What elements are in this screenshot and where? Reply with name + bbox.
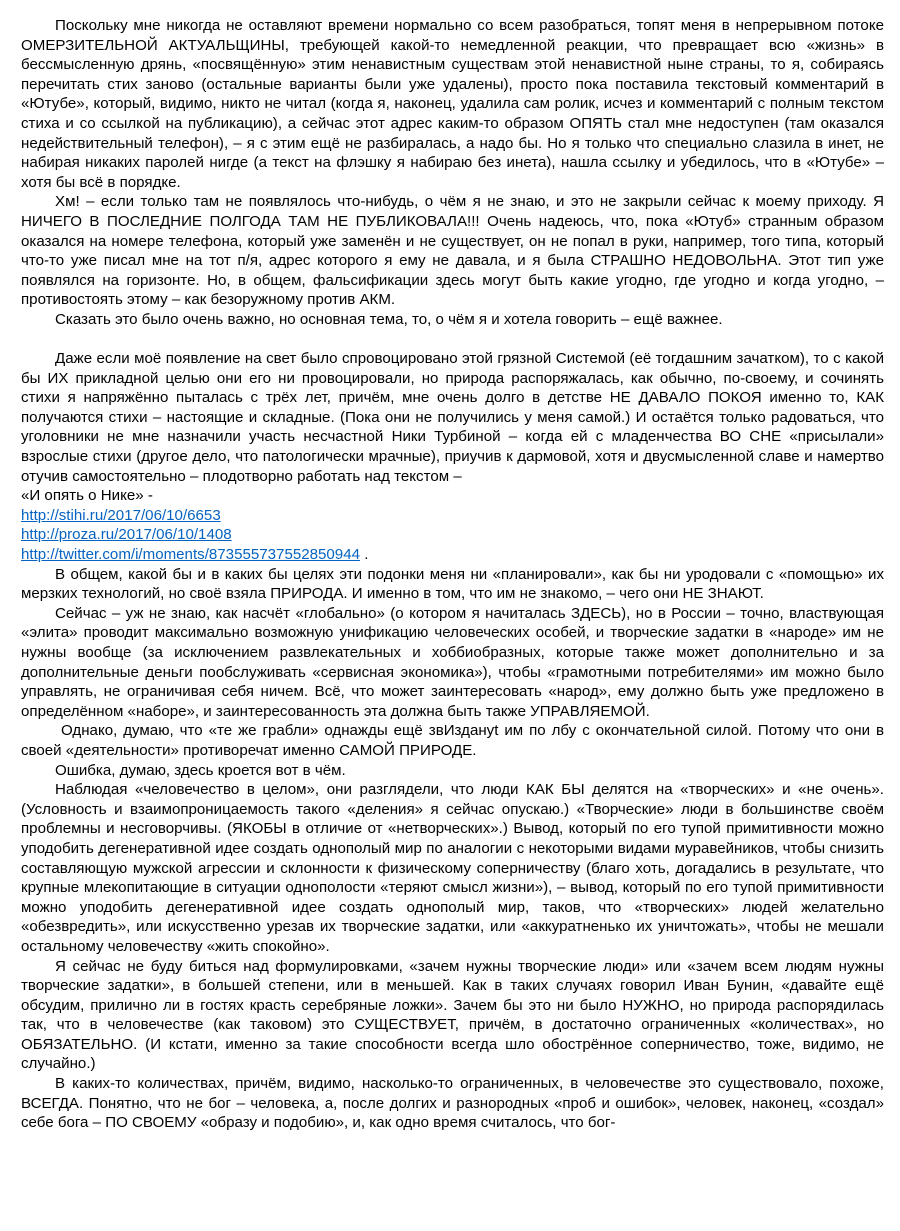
paragraph: Хм! – если только там не появлялось что-нибудь, о чём я не знаю, и это не закрыли сейчас к моему приходу. Я НИЧЕГО В ПОСЛЕДНИЕ ПОЛГОДА ТАМ НЕ ПУБЛИКОВАЛА!!! Очень надеюсь, что, пока «Ютуб» странным образом оказался на номере телефона, который уже заменён и не существует, он не попал в руки, например, того типа, который что-то уже писал мне на тот п/я, адрес которого я ему не давала, и я была СТРАШНО НЕДОВОЛЬНА. Этот тип уже появлялся на горизонте. Но, в общем, фальсификации здесь могут быть какие угодно, где угодно и когда угодно, – противостоять этому – как безоружному против АКМ.	[21, 193, 884, 309]
paragraph: Я сейчас не буду биться над формулировками, «зачем нужны творческие люди» или «зачем всем людям нужны творческие задатки», в большей степени, или в меньшей. Как в таких случаях говорил Иван Бунин, «давайте ещё обсудим, прилично ли в гостях красть серебряные ложки». Зачем бы это ни было НУЖНО, но природа распорядилась так, что в человечестве (как таковом) это СУЩЕСТВУЕТ, причём, в достаточно ограниченных «количествах», но ОБЯЗАТЕЛЬНО. (И кстати, именно за такие способности всегда шло обострённое соперничество, тоже, видимо, не случайно.)	[21, 957, 884, 1073]
paragraph: Сказать это было очень важно, но основная тема, то, о чём я и хотела говорить – ещё важнее.	[55, 310, 723, 328]
paragraph: Ошибка, думаю, здесь кроется вот в чём.	[55, 761, 346, 779]
twitter-link[interactable]: http://twitter.com/i/moments/873555737552850944	[21, 546, 360, 564]
paragraph: Сейчас – уж не знаю, как насчёт «глобально» (о котором я начиталась ЗДЕСЬ), но в России – точно, властвующая «элита» проводит максимально возможную унификацию человеческих особей, и творческие задатки в «народе» им не нужны вообще (за исключением развлекательных и хоббиобразных, которые также может дополнительно и за дополнительные деньги пообслуживать «сервисная экономика»), чтобы «грамотными потребителями» им можно было управлять, не ограничивая себя ничем. Всё, что может заинтересовать «народ», ему должно быть уже предложено в определённом «наборе», и заинтересованность эта должна быть также УПРАВЛЯЕМОЙ.	[21, 604, 884, 720]
paragraph: Поскольку мне никогда не оставляют времени нормально со всем разобраться, топят меня в непрерывном потоке ОМЕРЗИТЕЛЬНОЙ АКТУАЛЬЩИНЫ, требующей какой-то немедленной реакции, что превращает всю «жизнь» в бессмысленную дрянь, «посвящённую» этим ненавистным существам этой ненавистной ныне страны, то я, собираясь перечитать стих заново (остальные варианты были уже удалены), просто пока поставила текстовый комментарий в «Ютубе», который, видимо, никто не читал (когда я, наконец, удалила сам ролик, исчез и комментарий с полным текстом стиха и со ссылкой на публикацию), а сейчас этот адрес каким-то образом ОПЯТЬ стал мне недоступен (там оказался недействительный телефон), – я с этим ещё не разбиралась, а надо бы. Но я только что специально слазила в инет, не набирая никаких паролей нигде (а текст на флэшку я набираю без инета), нашла ссылку и убедилось, что в «Ютубе» – хотя бы всё в порядке.	[21, 17, 884, 191]
blank-line	[21, 330, 884, 350]
quote-title: «И опять о Нике» -	[21, 487, 153, 505]
paragraph: Даже если моё появление на свет было спровоцировано этой грязной Системой (её тогдашним зачатком), то с какой бы ИХ прикладной целью они его ни провоцировали, но природа распоряжалась, как обычно, по-своему, и сочинять стихи я напряжённо пыталась с трёх лет, причём, мне очень долго в детстве НЕ ДАВАЛО ПОКОЯ именно то, КАК получаются стихи – настоящие и складные. (Пока они не получились у меня самой.) И остаётся только радоваться, что уголовники не мне назначили участь несчастной Ники Турбиной – когда ей с младенчества ВО СНЕ «присылали» взрослые стихи (другое дело, что патологически мрачные), приучив к дармовой, хотя и двусмысленной славе и намертво отучив самостоятельно – плодотворно работать над текстом –	[21, 350, 884, 485]
paragraph: Наблюдая «человечество в целом», они разглядели, что люди КАК БЫ делятся на «творческих» и «не очень». (Условность и взаимопроницаемость такого «деления» я сейчас опускаю.) «Творческие» люди в большинстве своём проблемны и несговорчивы. (ЯКОБЫ в отличие от «нетворческих».) Вывод, который по его тупой примитивности можно уподобить дегенеративной идее создать однополый мир по аналогии с некоторыми видами муравейников, чтобы снизить составляющую мужской агрессии и склонности к физическому соперничеству (благо хоть, догадались в результате, что крупные млекопитающие в ситуации однополости «теряют смысл жизни»), – вывод, который по его тупой примитивности можно уподобить дегенеративной идее создать однополый мир, таков, что «творческих» людей желательно «обезвредить», или искусственно урезав их творческие задатки, или «аккуратненько их уничтожать», чтобы не мешали остальному человечеству «жить спокойно».	[21, 781, 884, 955]
link-trailing-text: .	[360, 546, 369, 564]
paragraph: Однако, думаю, что «те же грабли» однажды ещё звИздануt им по лбу с окончательной силой. Потому что они в своей «деятельности» противоречат именно САМОЙ ПРИРОДЕ.	[21, 722, 884, 759]
paragraph: В общем, какой бы и в каких бы целях эти подонки меня ни «планировали», как бы ни уродовали с «помощью» их мерзких технологий, но своё взяла ПРИРОДА. И именно в том, что им не знакомо, – чего они НЕ ЗНАЮТ.	[21, 565, 884, 603]
link-list	[21, 506, 884, 565]
stihi-link[interactable]: http://stihi.ru/2017/06/10/6653	[21, 506, 221, 524]
proza-link[interactable]: http://proza.ru/2017/06/10/1408	[21, 526, 232, 544]
paragraph: В каких-то количествах, причём, видимо, насколько-то ограниченных, в человечестве это существовало, похоже, ВСЕГДА. Понятно, что не бог – человека, а, после долгих и разнородных «проб и ошибок», человек, наконец, «создал» себе бога – ПО СВОЕМУ «образу и подобию», и, как одно время считалось, что бог-	[21, 1075, 884, 1132]
